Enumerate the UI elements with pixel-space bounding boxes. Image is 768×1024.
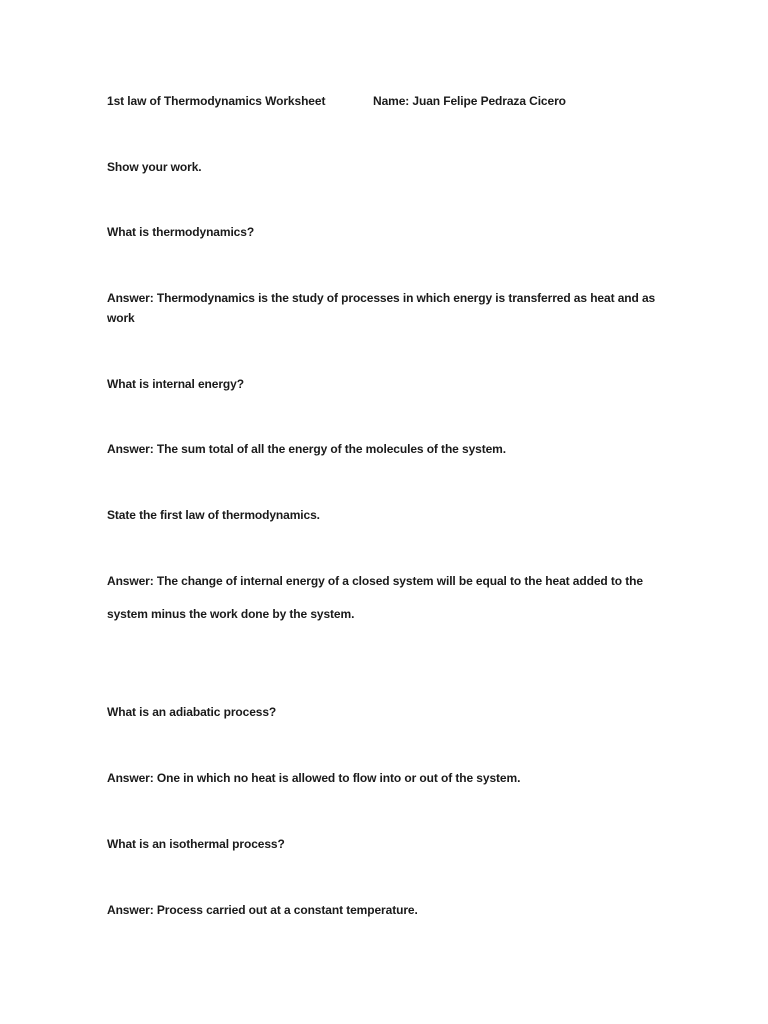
question-2: What is internal energy?	[107, 377, 244, 391]
question-3: State the first law of thermodynamics.	[107, 508, 320, 522]
question-4: What is an adiabatic process?	[107, 705, 277, 719]
answer-1-line-2: work	[107, 311, 135, 325]
worksheet-title: 1st law of Thermodynamics Worksheet	[107, 94, 326, 108]
answer-1-line-1: Answer: Thermodynamics is the study of processes in which energy is transferred as heat and as	[107, 291, 656, 305]
student-name: Name: Juan Felipe Pedraza Cicero	[373, 94, 566, 108]
question-5: What is an isothermal process?	[107, 837, 285, 851]
question-1: What is thermodynamics?	[107, 225, 255, 239]
answer-5: Answer: Process carried out at a constant temperature.	[107, 903, 418, 917]
answer-3-line-2: system minus the work done by the system.	[107, 607, 355, 621]
instructions-text: Show your work.	[107, 160, 202, 174]
answer-4: Answer: One in which no heat is allowed to flow into or out of the system.	[107, 771, 521, 785]
answer-2: Answer: The sum total of all the energy of the molecules of the system.	[107, 442, 506, 456]
answer-3-line-1: Answer: The change of internal energy of a closed system will be equal to the heat added to the	[107, 574, 643, 588]
